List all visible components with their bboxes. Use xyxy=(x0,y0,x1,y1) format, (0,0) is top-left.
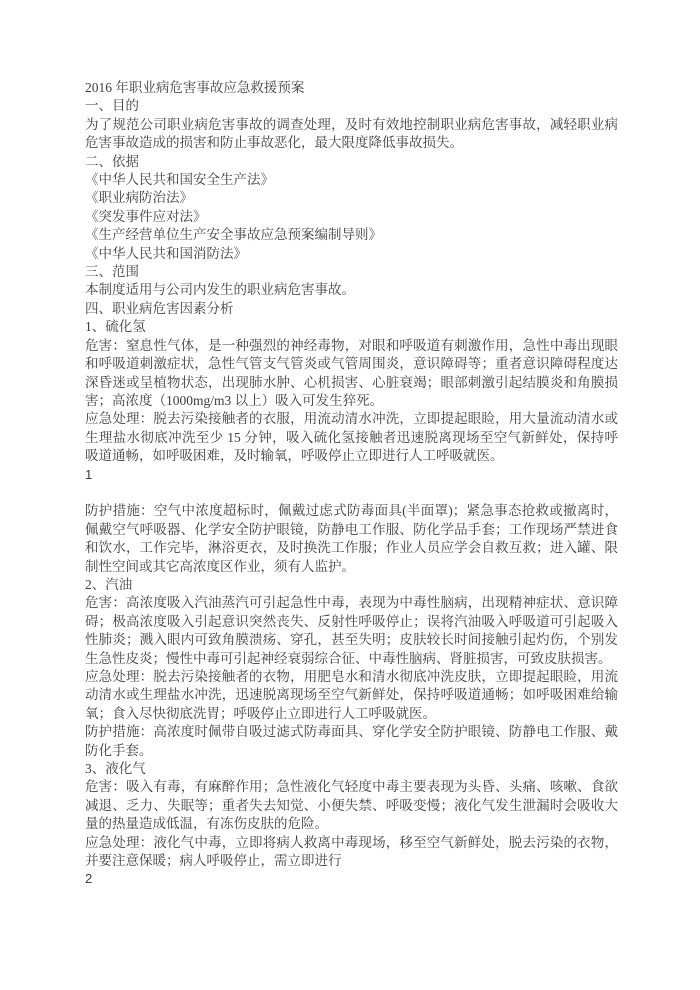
section-heading: 四、职业病危害因素分析 xyxy=(85,300,234,316)
paragraph: 本制度适用与公司内发生的职业病危害事故。 xyxy=(85,282,355,298)
paragraph: 应急处理：脱去污染接触者的衣物，用肥皂水和清水彻底冲洗皮肤，立即提起眼睑，用流动清水或生理盐水冲洗，迅速脱离现场至空气新鲜处，保持呼吸道通畅；如呼吸困难给输氧；食入尽快彻底洗胃；呼吸停止立即进行人工呼吸就医。 xyxy=(85,668,618,721)
document-title: 2016 年职业病危害事故应急救援预案 xyxy=(85,80,305,95)
page-number: 1 xyxy=(85,466,93,482)
subsection-heading: 3、液化气 xyxy=(85,761,146,777)
paragraph: 《中华人民共和国安全生产法》 xyxy=(85,172,274,188)
paragraph: 防护措施：高浓度时佩带自吸过滤式防毒面具、穿化学安全防护眼镜、防静电工作服、戴防化手套。 xyxy=(85,724,618,758)
blank-line xyxy=(85,484,618,502)
section-heading: 二、依据 xyxy=(85,153,139,169)
paragraph: 《中华人民共和国消防法》 xyxy=(85,245,247,261)
document-content xyxy=(85,79,618,889)
page-number: 2 xyxy=(85,871,93,887)
subsection-heading: 1、硫化氢 xyxy=(85,319,146,335)
section-heading: 一、目的 xyxy=(85,98,139,114)
subsection-heading: 2、汽油 xyxy=(85,576,133,592)
paragraph: 应急处理：脱去污染接触者的衣服，用流动清水冲洗，立即提起眼睑，用大量流动清水或生理盐水彻底冲洗至少 15 分钟，吸入硫化氢接触者迅速脱离现场至空气新鲜处，保持呼吸道通畅，如呼吸困难，及时输氧，呼吸停止立即进行人工呼吸就医。 xyxy=(85,411,618,464)
paragraph: 危害：高浓度吸入汽油蒸汽可引起急性中毒，表现为中毒性脑病，出现精神症状、意识障碍；极高浓度吸入引起意识突然丧失、反射性呼吸停止；误将汽油吸入呼吸道可引起吸入性肺炎；溅入眼内可致角膜溃疡、穿孔，甚至失明；皮肤较长时间接触引起灼伤，个别发生急性皮炎；慢性中毒可引起神经衰弱综合征、中毒性脑病、肾脏损害，可致皮肤损害。 xyxy=(85,595,618,666)
paragraph: 为了规范公司职业病危害事故的调查处理，及时有效地控制职业病危害事故，减轻职业病危害事故造成的损害和防止事故恶化，最大限度降低事故损失。 xyxy=(85,116,618,151)
section-heading: 三、范围 xyxy=(85,264,139,280)
paragraph: 危害：窒息性气体，是一种强烈的神经毒物，对眼和呼吸道有刺激作用，急性中毒出现眼和呼吸道刺激症状，急性气管支气管炎或气管周围炎，意识障碍等；重者意识障碍程度达深昏迷或呈植物状态，出现肺水肿、心机损害、心脏衰竭；眼部刺激引起结膜炎和角膜损害；高浓度（1000mg/m3 以上）吸入可发生猝死。 xyxy=(85,337,618,408)
paragraph: 防护措施：空气中浓度超标时，佩戴过虑式防毒面具(半面罩)；紧急事态抢救或撤离时，佩戴空气呼吸器、化学安全防护眼镜，防静电工作服、防化学品手套；工作现场严禁进食和饮水，工作完毕，淋浴更衣，及时换洗工作服；作业人员应学会自救互救；进入罐、限制性空间或其它高浓度区作业，须有人监护。 xyxy=(85,503,618,574)
paragraph: 危害：吸入有毒，有麻醉作用；急性液化气轻度中毒主要表现为头昏、头痛、咳嗽、食欲减退、乏力、失眠等；重者失去知觉、小便失禁、呼吸变慢；液化气发生泄漏时会吸收大量的热量造成低温，有冻伤皮肤的危险。 xyxy=(85,779,618,832)
paragraph: 《生产经营单位生产安全事故应急预案编制导则》 xyxy=(85,227,382,243)
paragraph: 《突发事件应对法》 xyxy=(85,208,207,224)
paragraph: 《职业病防治法》 xyxy=(85,190,193,206)
paragraph: 应急处理：液化气中毒，立即将病人救离中毒现场，移至空气新鲜处，脱去污染的衣物，并要注意保暖；病人呼吸停止，需立即进行 xyxy=(85,834,618,869)
